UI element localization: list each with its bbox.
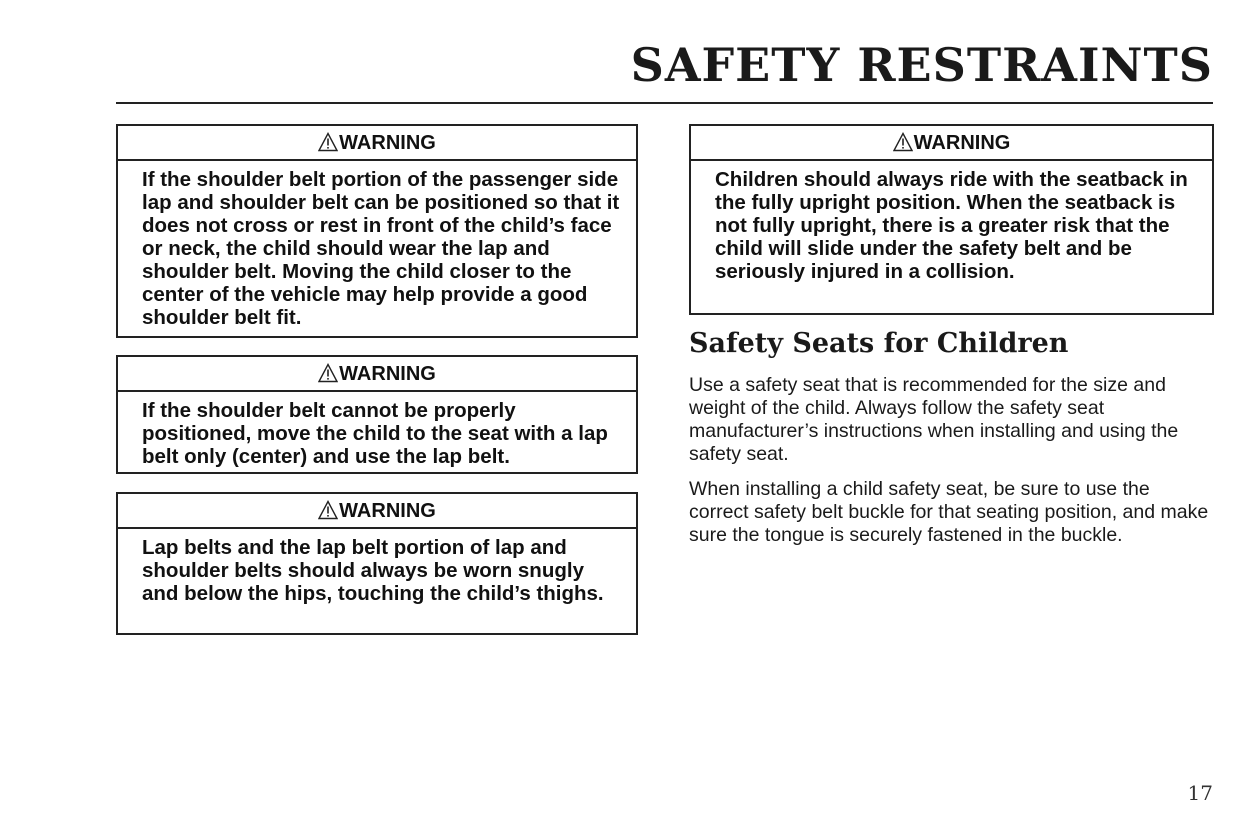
warning-header [118,126,636,161]
warning-header [118,357,636,392]
section-paragraph: When installing a child safety seat, be sure to use the correct safety belt buckle for that seating position, and make sure the tongue is securely fastened in the buckle. [689,478,1209,546]
section-paragraph: Use a safety seat that is recommended for the size and weight of the child. Always follow the safety seat manufacturer’s instructions when installing and using the safety seat. [689,374,1179,465]
warning-label: WARNING [339,363,436,385]
warning-box-snug-belts [116,492,638,635]
page-title: SAFETY RESTRAINTS [630,38,1213,92]
section-heading: Safety Seats for Children [689,328,1069,359]
warning-label: WARNING [339,132,436,154]
warning-label: WARNING [339,500,436,522]
warning-box-shoulder-belt-fit [116,124,638,338]
title-divider [116,102,1213,104]
warning-label: WARNING [913,132,1011,154]
warning-triangle-icon [318,363,338,383]
warning-text: If the shoulder belt portion of the passenger side lap and shoulder belt can be positioned so that it does not cross or rest in front of the child’s face or neck, the child should wear the lap and shoulder belt. Moving the child closer to the center of the vehicle may help provide a good shoulder belt fit. [142,168,620,329]
warning-box-seatback-upright [689,124,1214,315]
warning-triangle-icon [318,132,338,152]
warning-header [691,126,1212,161]
warning-box-lap-belt-only [116,355,638,474]
warning-text: Children should always ride with the seatback in the fully upright position. When the seatback is not fully upright, there is a greater risk that the child will slide under the safety belt and be seriously injured in a collision. [715,168,1188,283]
warning-text: Lap belts and the lap belt portion of lap and shoulder belts should always be worn snugly and below the hips, touching the child’s thighs. [142,536,604,605]
warning-header [118,494,636,529]
page-number: 17 [1187,781,1213,805]
warning-triangle-icon [893,132,913,152]
warning-triangle-icon [318,500,338,520]
warning-text: If the shoulder belt cannot be properly positioned, move the child to the seat with a lap belt only (center) and use the lap belt. [142,399,608,468]
